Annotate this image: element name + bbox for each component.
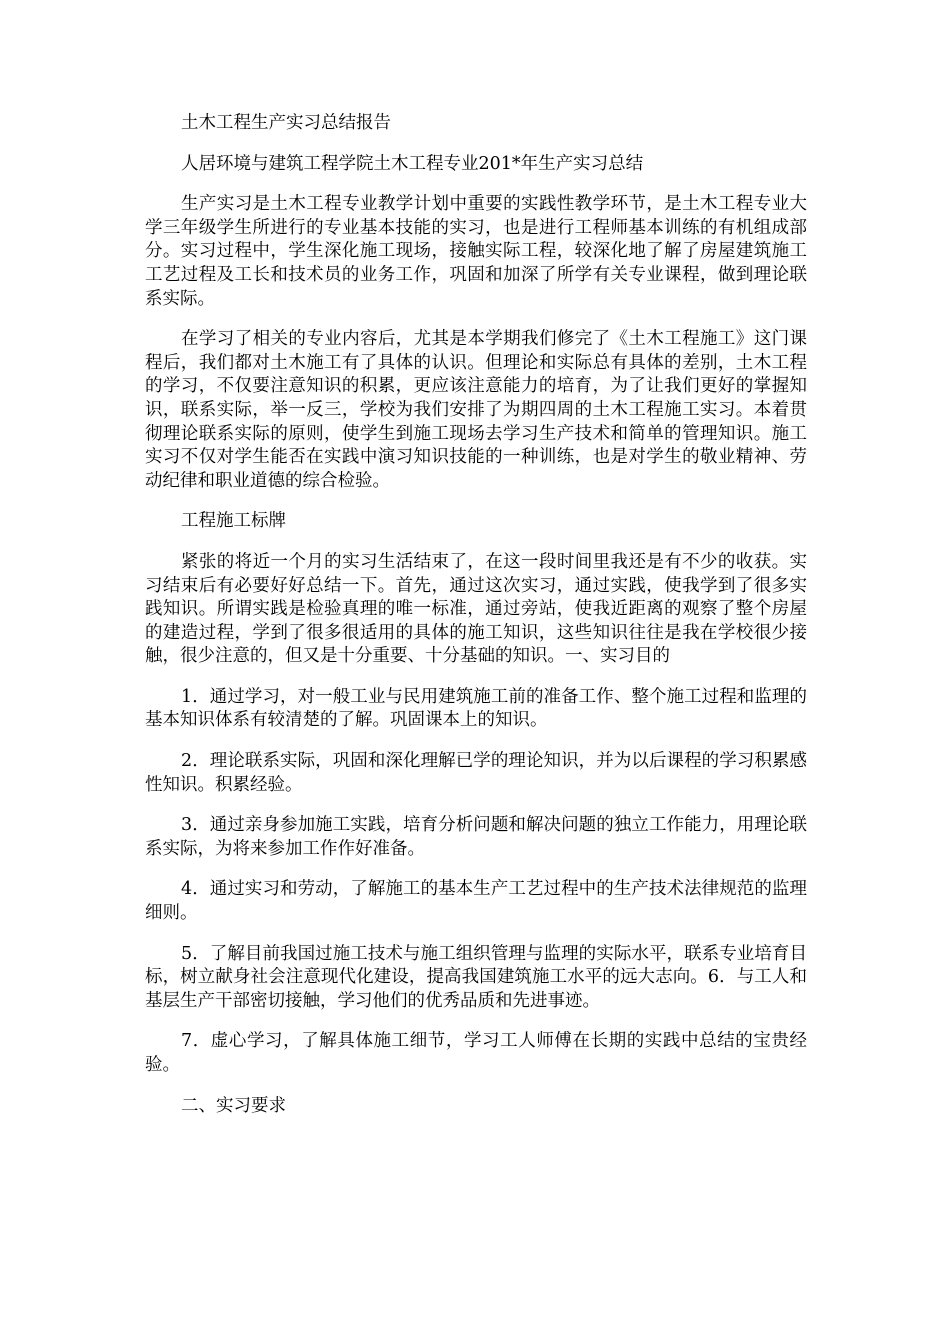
list-item-goal-4: 4．通过实习和劳动，了解施工的基本生产工艺过程中的生产技术法律规范的监理细则。 <box>145 879 807 924</box>
document-title: 土木工程生产实习总结报告 <box>181 113 391 133</box>
section-heading-requirements: 二、实习要求 <box>181 1095 286 1116</box>
paragraph-intro: 生产实习是土木工程专业教学计划中重要的实践性教学环节，是土木工程专业大学三年级学生所进行的专业基本技能的实习，也是进行工程师基本训练的有机组成部分。实习过程中，学生深化施工现场，接触实际工程，较深化地了解了房屋建筑施工工艺过程及工长和技术员的业务工作，巩固和加深了所学有关专业课程，做到理论联系实际。 <box>145 194 807 309</box>
section-heading-signboard: 工程施工标牌 <box>181 511 286 532</box>
paragraph-summary: 紧张的将近一个月的实习生活结束了，在这一段时间里我还是有不少的收获。实习结束后有必要好好总结一下。首先，通过这次实习，通过实践，使我学到了很多实践知识。所谓实践是检验真理的唯一标准，通过旁站，使我近距离的观察了整个房屋的建造过程，学到了很多很适用的具体的施工知识，这些知识往往是我在学校很少接触，很少注意的，但又是十分重要、十分基础的知识。一、实习目的 <box>145 551 807 667</box>
list-item-goal-7: 7．虚心学习，了解具体施工细节，学习工人师傅在长期的实践中总结的宝贵经验。 <box>145 1031 807 1075</box>
document-subtitle: 人居环境与建筑工程学院土木工程专业201*年生产实习总结 <box>181 153 644 174</box>
list-item-goal-3: 3．通过亲身参加施工实践，培育分析问题和解决问题的独立工作能力，用理论联系实际，为将来参加工作作好准备。 <box>145 815 807 859</box>
list-item-goal-1: 1．通过学习，对一般工业与民用建筑施工前的准备工作、整个施工过程和监理的基本知识体系有较清楚的了解。巩固课本上的知识。 <box>145 686 807 731</box>
list-item-goal-5-6: 5．了解目前我国过施工技术与施工组织管理与监理的实际水平，联系专业培育目标，树立献身社会注意现代化建设，提高我国建筑施工水平的远大志向。6．与工人和基层生产干部密切接触，学习他们的优秀品质和先进事迹。 <box>145 943 807 1011</box>
document-page <box>145 112 807 1135</box>
list-item-goal-2: 2．理论联系实际，巩固和深化理解已学的理论知识，并为以后课程的学习积累感性知识。积累经验。 <box>145 751 807 795</box>
paragraph-background: 在学习了相关的专业内容后，尤其是本学期我们修完了《土木工程施工》这门课程后，我们都对土木施工有了具体的认识。但理论和实际总有具体的差别，土木工程的学习，不仅要注意知识的积累，更应该注意能力的培育，为了让我们更好的掌握知识，联系实际，举一反三，学校为我们安排了为期四周的土木工程施工实习。本着贯彻理论联系实际的原则，使学生到施工现场去学习生产技术和简单的管理知识。施工实习不仅对学生能否在实践中演习知识技能的一种训练，也是对学生的敬业精神、劳动纪律和职业道德的综合检验。 <box>145 329 807 491</box>
